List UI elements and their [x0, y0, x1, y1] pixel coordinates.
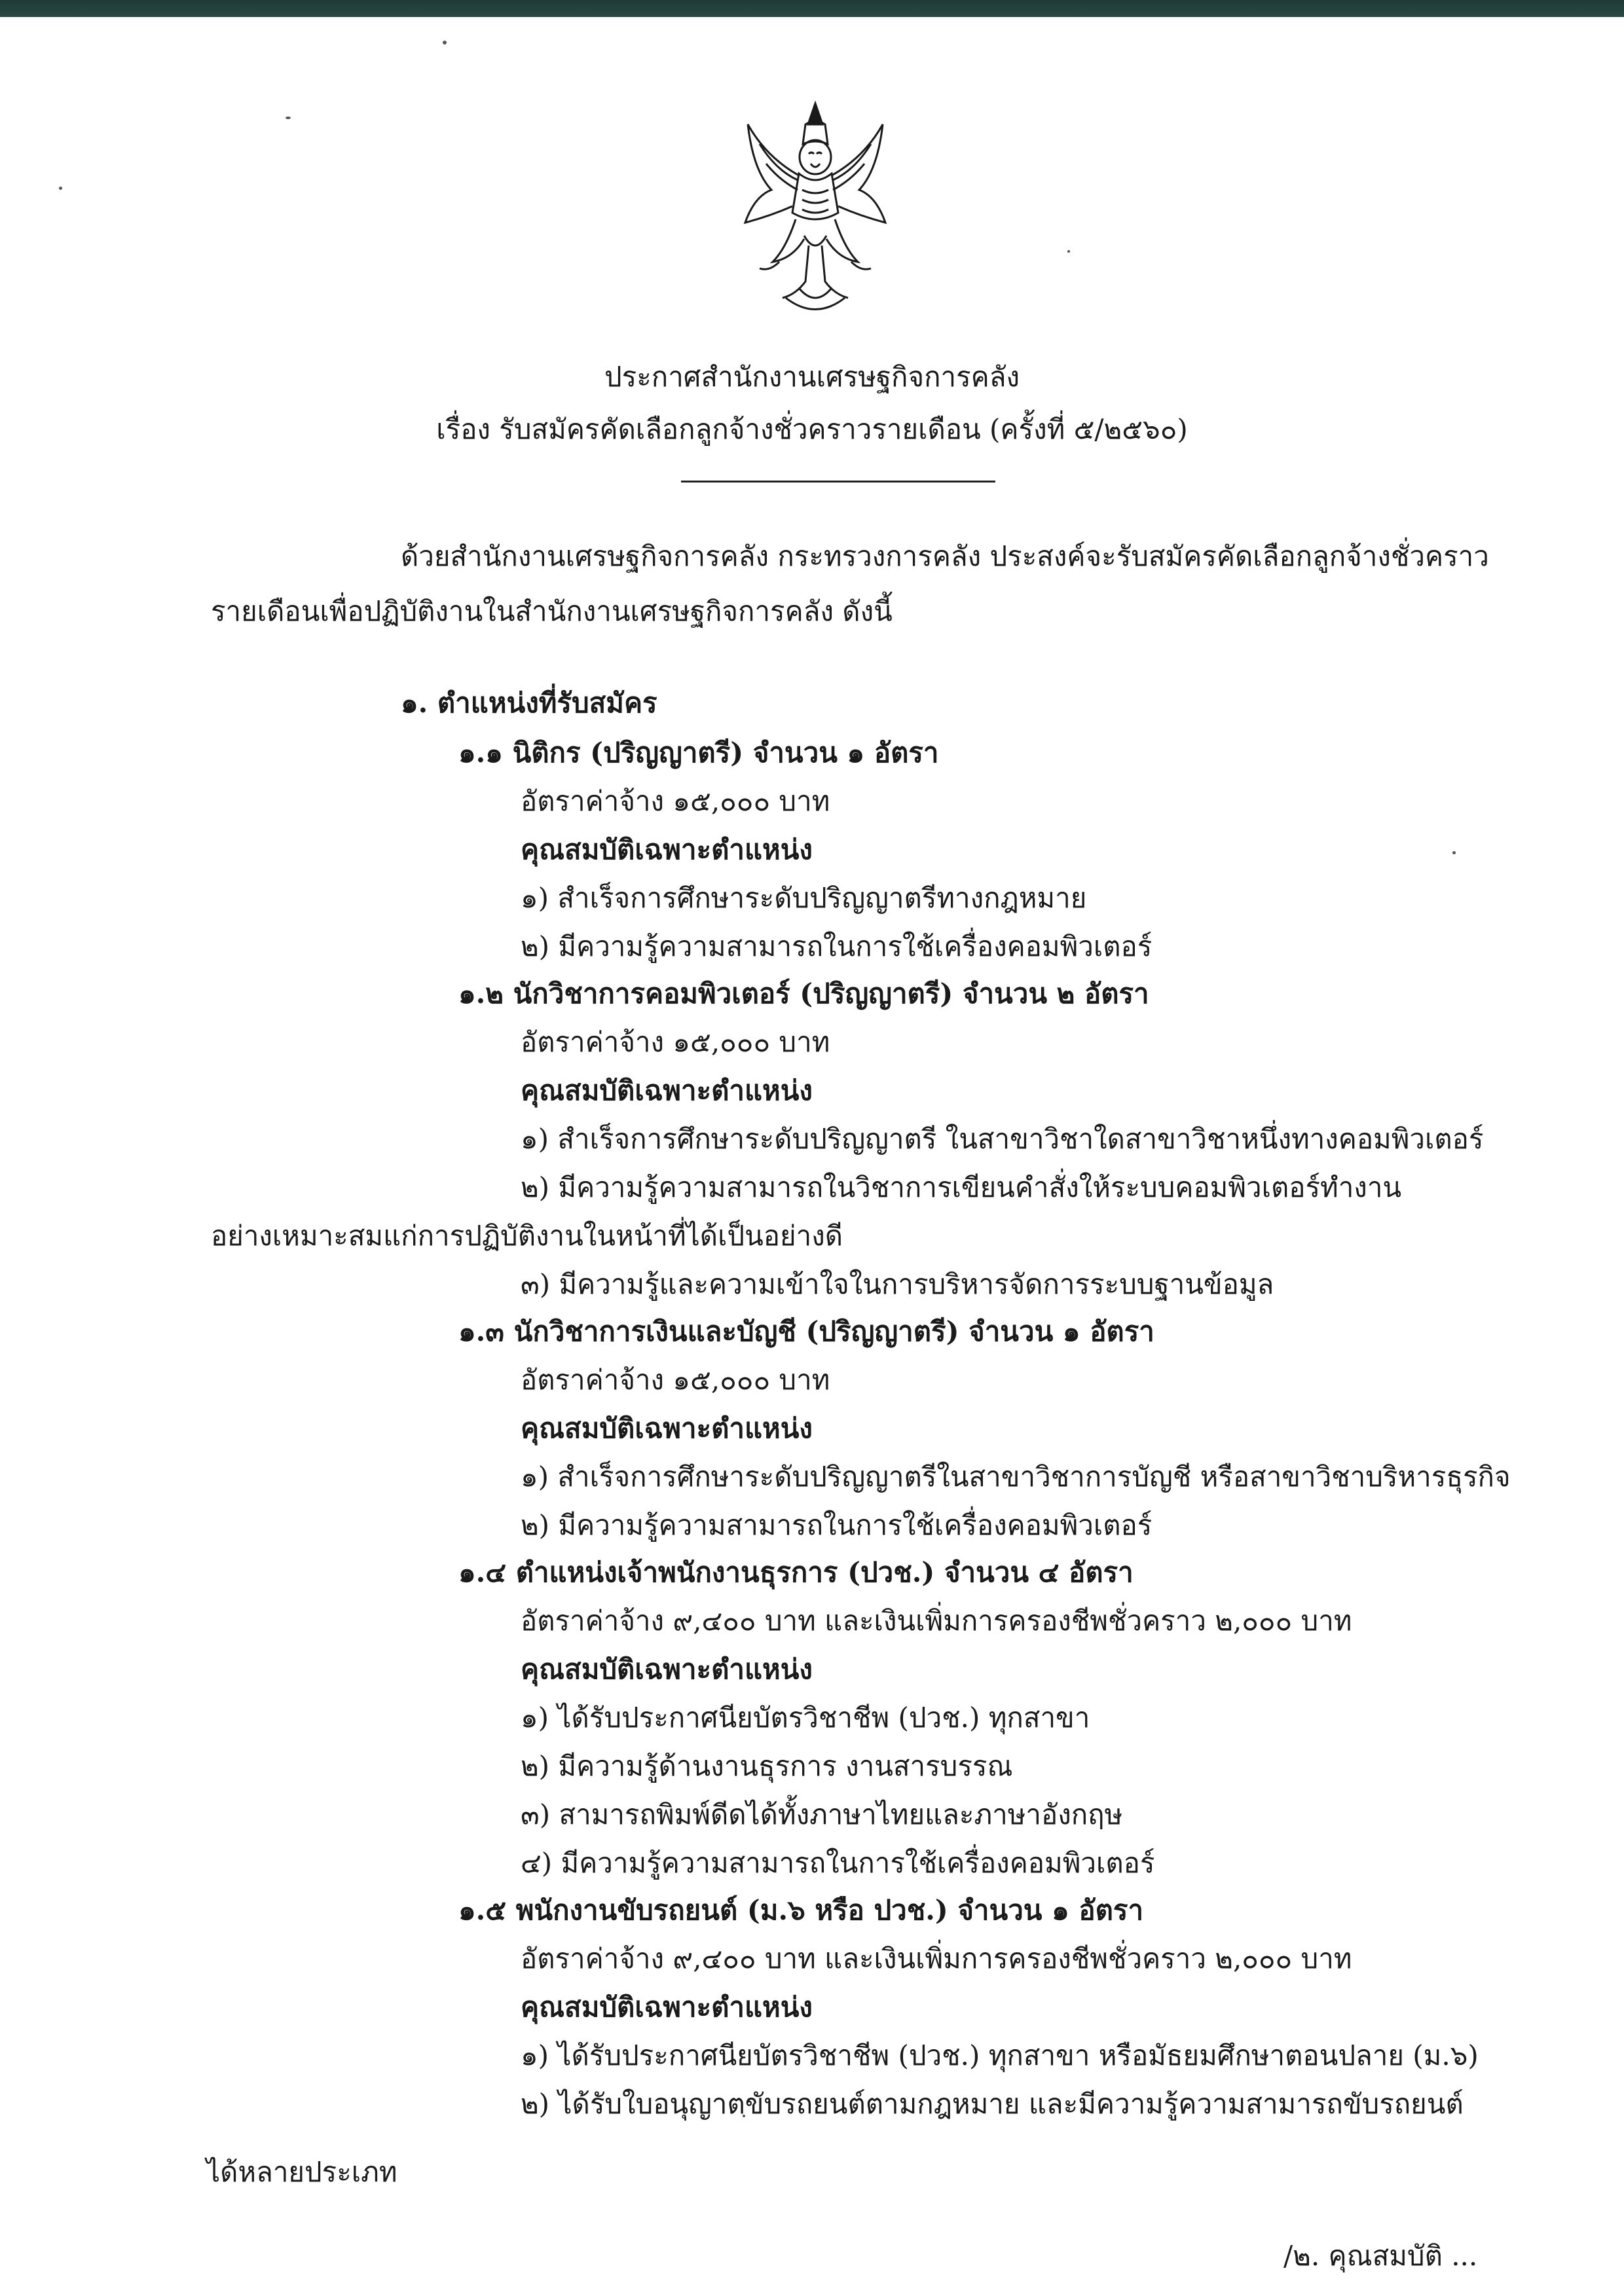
qualification-item: ๑) สำเร็จการศึกษาระดับปริญญาตรีในสาขาวิชาการบัญชี หรือสาขาวิชาบริหารธุรกิจ	[521, 1461, 1511, 1493]
position-pay: อัตราค่าจ้าง ๑๕,๐๐๐ บาท	[521, 1026, 830, 1058]
qualification-label: คุณสมบัติเฉพาะตำแหน่ง	[521, 1653, 813, 1685]
intro-line-2: รายเดือนเพื่อปฏิบัติงานในสำนักงานเศรษฐกิจการคลัง ดังนี้	[211, 595, 893, 627]
position-title: ๑.๑ นิติกร (ปริญญาตรี) จำนวน ๑ อัตรา	[458, 737, 939, 769]
next-page-marker: /๒. คุณสมบัติ ...	[1283, 2240, 1478, 2272]
qualification-continuation: ได้หลายประเภท	[206, 2156, 397, 2188]
section-1-heading: ๑. ตำแหน่งที่รับสมัคร	[401, 687, 657, 719]
qualification-label: คุณสมบัติเฉพาะตำแหน่ง	[521, 1991, 813, 2023]
intro-line-1: ด้วยสำนักงานเศรษฐกิจการคลัง กระทรวงการคลัง ประสงค์จะรับสมัครคัดเลือกลูกจ้างชั่วคราว	[401, 540, 1489, 572]
qualification-item: ๑) ได้รับประกาศนียบัตรวิชาชีพ (ปวช.) ทุกสาขา หรือมัธยมศึกษาตอนปลาย (ม.๖)	[521, 2039, 1479, 2071]
qualification-item: ๒) มีความรู้ด้านงานธุรการ งานสารบรรณ	[521, 1750, 1013, 1782]
position-pay: อัตราค่าจ้าง ๑๕,๐๐๐ บาท	[521, 1364, 830, 1396]
position-title: ๑.๒ นักวิชาการคอมพิวเตอร์ (ปริญญาตรี) จำนวน ๒ อัตรา	[458, 977, 1149, 1010]
qualification-item: ๒) มีความรู้ความสามารถในวิชาการเขียนคำสั่งให้ระบบคอมพิวเตอร์ทำงาน	[521, 1171, 1402, 1203]
qualification-continuation: อย่างเหมาะสมแก่การปฏิบัติงานในหน้าที่ได้เป็นอย่างดี	[211, 1220, 843, 1252]
qualification-item: ๒) มีความรู้ความสามารถในการใช้เครื่องคอมพิวเตอร์	[521, 1509, 1153, 1541]
qualification-item: ๓) มีความรู้และความเข้าใจในการบริหารจัดการระบบฐานข้อมูล	[521, 1268, 1274, 1300]
title-divider	[681, 481, 995, 483]
qualification-item: ๓) สามารถพิมพ์ดีดได้ทั้งภาษาไทยและภาษาอังกฤษ	[521, 1798, 1123, 1831]
position-title: ๑.๓ นักวิชาการเงินและบัญชี (ปริญญาตรี) จำนวน ๑ อัตรา	[458, 1315, 1154, 1347]
qualification-label: คุณสมบัติเฉพาะตำแหน่ง	[521, 1074, 813, 1106]
qualification-item: ๒) มีความรู้ความสามารถในการใช้เครื่องคอมพิวเตอร์	[521, 930, 1153, 962]
qualification-item: ๑) ได้รับประกาศนียบัตรวิชาชีพ (ปวช.) ทุกสาขา	[521, 1702, 1090, 1734]
qualification-label: คุณสมบัติเฉพาะตำแหน่ง	[521, 833, 813, 866]
position-pay: อัตราค่าจ้าง ๙,๔๐๐ บาท และเงินเพิ่มการครองชีพชั่วคราว ๒,๐๐๐ บาท	[521, 1942, 1352, 1975]
position-pay: อัตราค่าจ้าง ๑๕,๐๐๐ บาท	[521, 785, 830, 817]
position-title: ๑.๔ ตำแหน่งเจ้าพนักงานธุรการ (ปวช.) จำนวน ๔ อัตรา	[458, 1556, 1134, 1588]
qualification-item: ๑) สำเร็จการศึกษาระดับปริญญาตรี ในสาขาวิชาใดสาขาวิชาหนึ่งทางคอมพิวเตอร์	[521, 1123, 1484, 1155]
position-title: ๑.๕ พนักงานขับรถยนต์ (ม.๖ หรือ ปวช.) จำนวน ๑ อัตรา	[458, 1894, 1144, 1926]
announcement-subject: เรื่อง รับสมัครคัดเลือกลูกจ้างชั่วคราวรายเดือน (ครั้งที่ ๕/๒๕๖๐)	[436, 413, 1188, 445]
position-pay: อัตราค่าจ้าง ๙,๔๐๐ บาท และเงินเพิ่มการครองชีพชั่วคราว ๒,๐๐๐ บาท	[521, 1605, 1352, 1637]
qualification-item: ๑) สำเร็จการศึกษาระดับปริญญาตรีทางกฎหมาย	[521, 882, 1087, 914]
announcement-title: ประกาศสำนักงานเศรษฐกิจการคลัง	[604, 361, 1020, 393]
qualification-label: คุณสมบัติเฉพาะตำแหน่ง	[521, 1412, 813, 1444]
qualification-item: ๒) ได้รับใบอนุญาตขับรถยนต์ตามกฎหมาย และมีความรู้ความสามารถขับรถยนต์	[521, 2088, 1464, 2120]
qualification-item: ๔) มีความรู้ความสามารถในการใช้เครื่องคอมพิวเตอร์	[521, 1847, 1155, 1879]
